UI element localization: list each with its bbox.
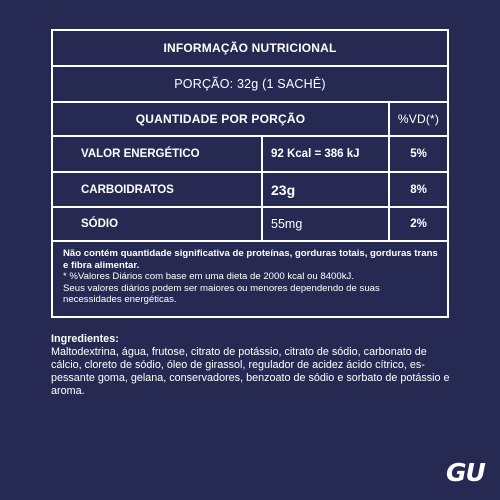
note-main: Não contém quantidade significativa de proteínas, gorduras totais, gorduras trans e fibra alimentar. — [63, 248, 438, 271]
divider — [261, 208, 263, 240]
ingredients-title: Ingredientes: — [51, 333, 119, 345]
nutrient-name: CARBOIDRATOS — [81, 183, 174, 196]
portion-row — [53, 67, 447, 103]
nutrient-row — [53, 137, 447, 173]
divider — [261, 137, 263, 171]
ingredients-text: Maltodextrina, água, frutose, citrato de potássio, citrato de sódio, carbonato de cálcio, cloreto de sódio, óleo de girassol, regulador de acidez ácido cítrico, es-pessante goma, gelana, conservadores, benzoato de sódio e sorbato de potássio e aroma. — [51, 346, 450, 397]
nutrient-value: 23g — [271, 181, 296, 198]
portion-text: PORÇÃO: 32g (1 SACHÊ) — [174, 77, 326, 91]
table-title: INFORMAÇÃO NUTRICIONAL — [163, 41, 337, 55]
header-quantity: QUANTIDADE POR PORÇÃO — [135, 112, 306, 126]
table-notes — [53, 242, 447, 316]
nutrition-table — [51, 29, 449, 318]
nutrient-value: 92 Kcal = 386 kJ — [271, 148, 360, 160]
nutrient-vd: 5% — [410, 148, 427, 160]
note-extra: Seus valores diários podem ser maiores ou menores dependendo de suas necessidades energéticas. — [63, 282, 380, 305]
nutrient-row — [53, 173, 447, 208]
ingredients-section — [51, 333, 451, 398]
nutrient-row — [53, 208, 447, 242]
nutrient-name: VALOR ENERGÉTICO — [81, 148, 200, 160]
gu-logo: GU — [446, 458, 485, 487]
note-daily: * %Valores Diários com base em uma dieta de 2000 kcal ou 8400kJ. — [63, 271, 354, 282]
nutrient-name: SÓDIO — [81, 218, 119, 230]
nutrient-vd: 8% — [410, 183, 427, 196]
header-vd: %VD(*) — [397, 112, 440, 126]
nutrient-vd: 2% — [410, 218, 427, 230]
header-row — [53, 103, 447, 137]
table-title-row — [53, 31, 447, 67]
divider — [261, 173, 263, 206]
nutrient-value: 55mg — [271, 217, 303, 231]
